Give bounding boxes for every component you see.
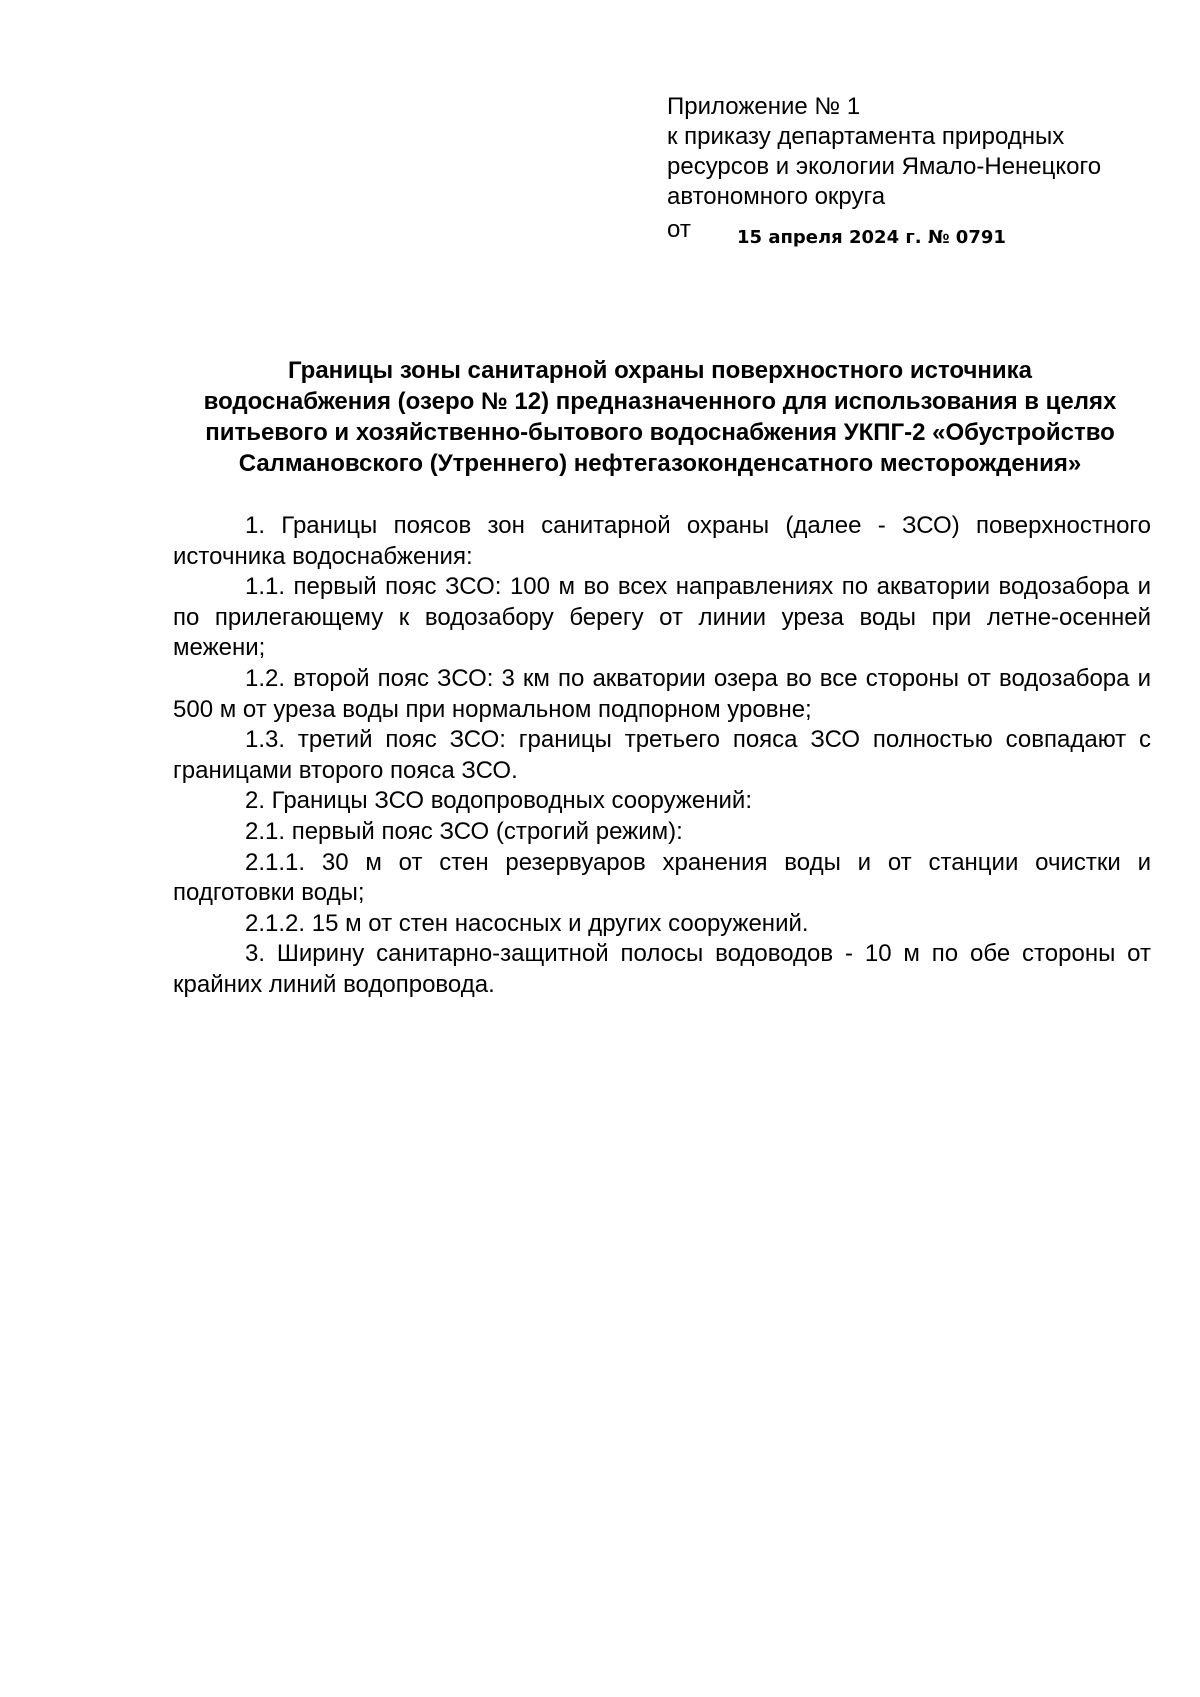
title-line: водоснабжения (озеро № 12) предназначенного для использования в целях [203, 388, 1117, 415]
appendix-department: ресурсов и экологии Ямало-Ненецкого [667, 153, 1102, 180]
appendix-region: автономного округа [667, 183, 886, 210]
registration-stamp: 15 апреля 2024 г. № 0791 [737, 227, 1006, 248]
paragraph: 2.1.1. 30 м от стен резервуаров хранения воды и от станции очистки и подготовки воды; [173, 848, 1151, 907]
document-body [173, 511, 1151, 1001]
appendix-header [667, 92, 1147, 253]
title-line: Границы зоны санитарной охраны поверхностного источника [287, 357, 1033, 384]
appendix-date-row [667, 215, 1147, 253]
paragraph: 3. Ширину санитарно-защитной полосы водоводов - 10 м по обе стороны от крайних линий водопровода. [173, 940, 1151, 998]
paragraph: 2. Границы ЗСО водопроводных сооружений: [245, 787, 752, 815]
document-title [170, 355, 1150, 479]
paragraph: 1.2. второй пояс ЗСО: 3 км по акватории озера во все стороны от водозабора и 500 м от уреза воды при нормальном подпорном уровне; [173, 664, 1151, 723]
title-line: Салмановского (Утреннего) нефтегазоконденсатного месторождения» [238, 450, 1082, 477]
title-line: питьевого и хозяйственно-бытового водоснабжения УКПГ-2 «Обустройство [205, 419, 1115, 446]
paragraph: 1. Границы поясов зон санитарной охраны (далее - ЗСО) поверхностного источника водоснабжения: [173, 512, 1151, 570]
paragraph: 2.1.2. 15 м от стен насосных и других сооружений. [245, 909, 809, 937]
appendix-number: Приложение № 1 [667, 93, 861, 120]
paragraph: 2.1. первый пояс ЗСО (строгий режим): [245, 817, 683, 845]
paragraph: 1.3. третий пояс ЗСО: границы третьего пояса ЗСО полностью совпадают с границами второго пояса ЗСО. [173, 726, 1151, 784]
date-prefix: от [667, 216, 691, 243]
paragraph: 1.1. первый пояс ЗСО: 100 м во всех направлениях по акватории водозабора и по прилегающему к водозабору берегу от линии уреза воды при летне-осенней межени; [173, 573, 1151, 662]
appendix-order-ref: к приказу департамента природных [667, 123, 1065, 150]
